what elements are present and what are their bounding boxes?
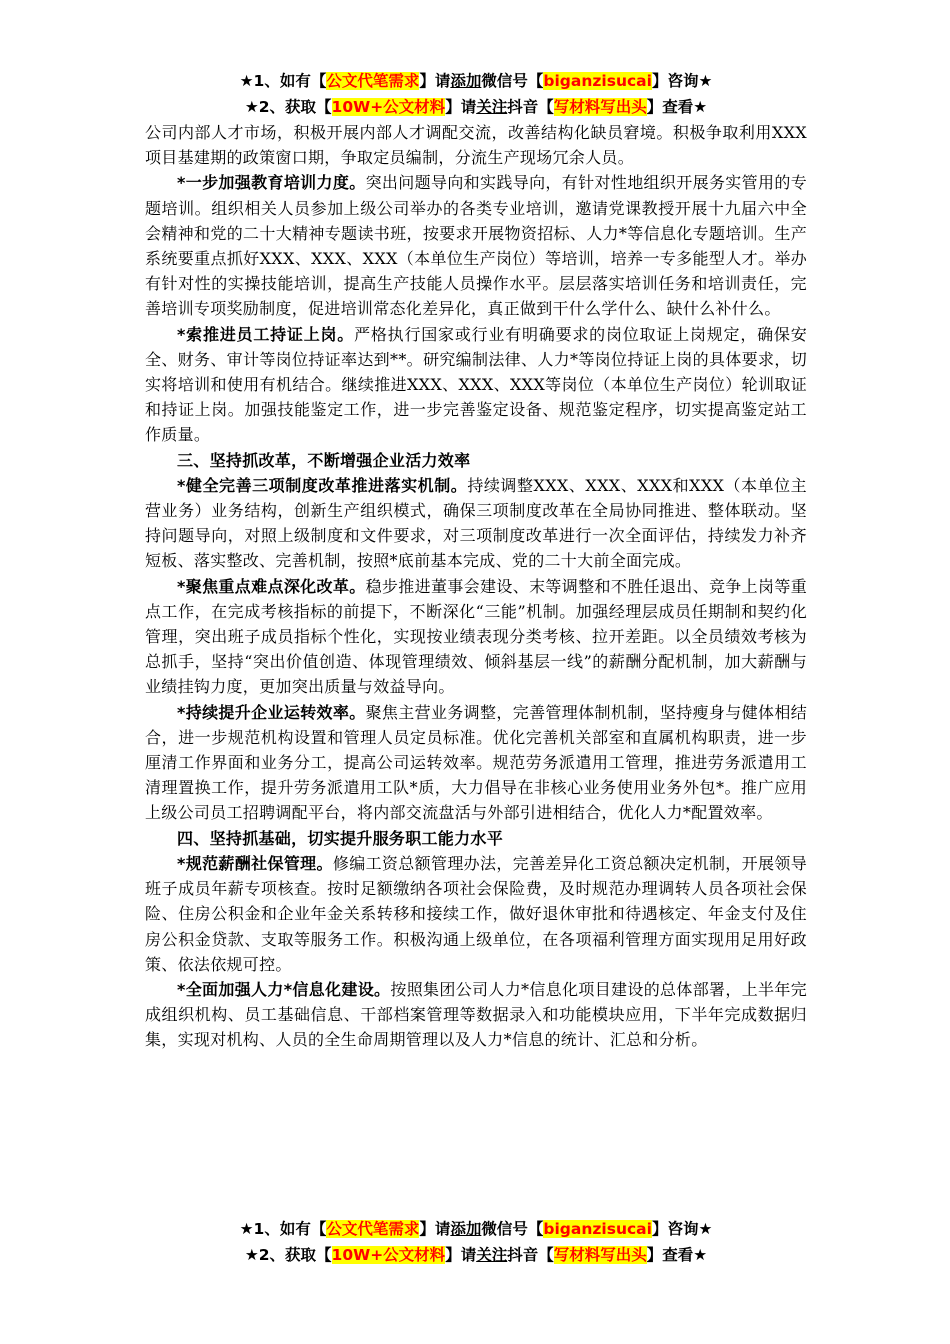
paragraph [145, 700, 807, 826]
banner-highlight: 10W+公文材料 [331, 1246, 446, 1264]
paragraph [145, 574, 807, 700]
paragraph [145, 170, 807, 321]
paragraph-text: 修编工资总额管理办法，完善差异化工资总额决定机制，开展领导班子成员年薪专项核查。按时足额缴纳各项社会保险费，及时规范办理调转人员各项社会保险、住房公积金和企业年金关系转移和接续工作，做好退休审批和待遇核定、年金支付及住房公积金贷款、支取等服务工作。积极沟通上级单位，在各项福利管理方面实现用足用好政策、依法依规可控。 [145, 853, 807, 974]
paragraph-lead: *规范薪酬社保管理。 [177, 853, 333, 873]
paragraph-text: 突出问题导向和实践导向，有针对性地组织开展务实管用的专题培训。组织相关人员参加上级公司举办的各类专业培训，邀请党课教授开展十九届六中全会精神和党的二十大精神专题读书班，按要求开展物资招标、人力*等信息化专题培训。生产系统要重点抓好XXX、XXX、XXX（本单位生产岗位）等培训，培养一专多能型人才。举办有针对性的实操技能培训，提高生产技能人员操作水平。层层落实培训任务和培训责任，完善培训专项奖励制度，促进培训常态化差异化，真正做到干什么学什么、缺什么补什么。 [145, 173, 807, 319]
banner-underline: 添加 [450, 72, 482, 90]
banner-douyin-id: 写材料写出头 [553, 1246, 647, 1264]
paragraph-lead: *全面加强人力*信息化建设。 [177, 979, 391, 999]
banner-line-1 [145, 68, 807, 94]
banner-wechat-id: biganzisucai [543, 72, 652, 90]
section-heading: 三、坚持抓改革，不断增强企业活力效率 [177, 450, 471, 470]
paragraph-text: 持续调整XXX、XXX、XXX和XXX（本单位主营业务）业务结构，创新生产组织模式，确保三项制度改革在全局协同推进、整体联动。坚持问题导向，对照上级制度和文件要求，对三项制度改革进行一次全面评估，持续发力补齐短板、落实整改、完善机制，按照*底前基本完成、党的二十大前全面完成。 [145, 475, 807, 571]
paragraph-text: 聚焦主营业务调整，完善管理体制机制，坚持瘦身与健体相结合，进一步规范机构设置和管理人员定员标准。优化完善机关部室和直属机构职责，进一步厘清工作界面和业务分工，提高公司运转效率。规范劳务派遣用工管理，推进劳务派遣用工清理置换工作，提升劳务派遣用工队*质，大力倡导在非核心业务使用业务外包*。推广应用上级公司员工招聘调配平台，将内部交流盘活与外部引进相结合，优化人力*配置效率。 [145, 702, 807, 823]
header-banner [145, 68, 807, 120]
paragraph-text: 按照集团公司人力*信息化项目建设的总体部署，上半年完成组织机构、员工基础信息、干部档案管理等数据录入和功能模块应用，下半年完成数据归集，实现对机构、人员的全生命周期管理以及人力*信息的统计、汇总和分析。 [145, 979, 807, 1050]
document-page [145, 68, 807, 1053]
banner-text: 】请 [419, 1220, 451, 1238]
paragraph-lead: *一步加强教育培训力度。 [177, 173, 366, 193]
paragraph-lead: *聚焦重点难点深化改革。 [177, 576, 366, 596]
banner-text: ★2、获取【 [244, 98, 332, 116]
banner-text: 抖音【 [507, 1246, 554, 1264]
paragraph-lead: *持续提升企业运转效率。 [177, 702, 366, 722]
banner-text: 】请 [445, 1246, 477, 1264]
section-heading: 四、坚持抓基础，切实提升服务职工能力水平 [177, 828, 504, 848]
banner-underline: 关注 [476, 1246, 508, 1264]
banner-text: 】请 [419, 72, 451, 90]
paragraph-lead: *索推进员工持证上岗。 [177, 324, 355, 344]
banner-line-1 [145, 1216, 807, 1242]
paragraph-lead: *健全完善三项制度改革推进落实机制。 [177, 475, 468, 495]
banner-text: 抖音【 [507, 98, 554, 116]
banner-wechat-id: biganzisucai [543, 1220, 652, 1238]
banner-text: 】请 [445, 98, 477, 116]
paragraph-text: 稳步推进董事会建设、末等调整和不胜任退出、竞争上岗等重点工作，在完成考核指标的前提下，不断深化“三能”机制。加强经理层成员任期制和契约化管理，突出班子成员指标个性化，实现按业绩表现分类考核、拉开差距。以全员绩效考核为总抓手，坚持“突出价值创造、体现管理绩效、倾斜基层一线”的薪酬分配机制，加大薪酬与业绩挂钩力度，更加突出质量与效益导向。 [145, 576, 807, 697]
paragraph [145, 473, 807, 574]
banner-text: 】咨询★ [651, 1220, 713, 1238]
document-body [145, 120, 807, 1053]
banner-text: 微信号【 [481, 1220, 544, 1238]
banner-text: ★1、如有【 [239, 1220, 327, 1238]
banner-text: ★1、如有【 [239, 72, 327, 90]
banner-underline: 关注 [476, 98, 508, 116]
paragraph [145, 851, 807, 977]
banner-text: 】查看★ [646, 1246, 708, 1264]
paragraph [145, 322, 807, 448]
banner-line-2 [145, 1242, 807, 1268]
banner-text: 】咨询★ [651, 72, 713, 90]
banner-line-2 [145, 94, 807, 120]
paragraph-text: 严格执行国家或行业有明确要求的岗位取证上岗规定，确保安全、财务、审计等岗位持证率达到**。研究编制法律、人力*等岗位持证上岗的具体要求，切实将培训和使用有机结合。继续推进XXX、XXX、XXX等岗位（本单位生产岗位）轮训取证和持证上岗。加强技能鉴定工作，进一步完善鉴定设备、规范鉴定程序，切实提高鉴定站工作质量。 [145, 324, 807, 445]
banner-underline: 添加 [450, 1220, 482, 1238]
banner-douyin-id: 写材料写出头 [553, 98, 647, 116]
banner-highlight: 10W+公文材料 [331, 98, 446, 116]
banner-highlight: 公文代笔需求 [326, 72, 420, 90]
banner-text: 】查看★ [646, 98, 708, 116]
paragraph: 公司内部人才市场，积极开展内部人才调配交流，改善结构化缺员窘境。积极争取利用XXX项目基建期的政策窗口期，争取定员编制，分流生产现场冗余人员。 [145, 123, 807, 168]
banner-text: ★2、获取【 [244, 1246, 332, 1264]
paragraph [145, 977, 807, 1053]
footer-banner [145, 1216, 807, 1268]
banner-highlight: 公文代笔需求 [326, 1220, 420, 1238]
banner-text: 微信号【 [481, 72, 544, 90]
